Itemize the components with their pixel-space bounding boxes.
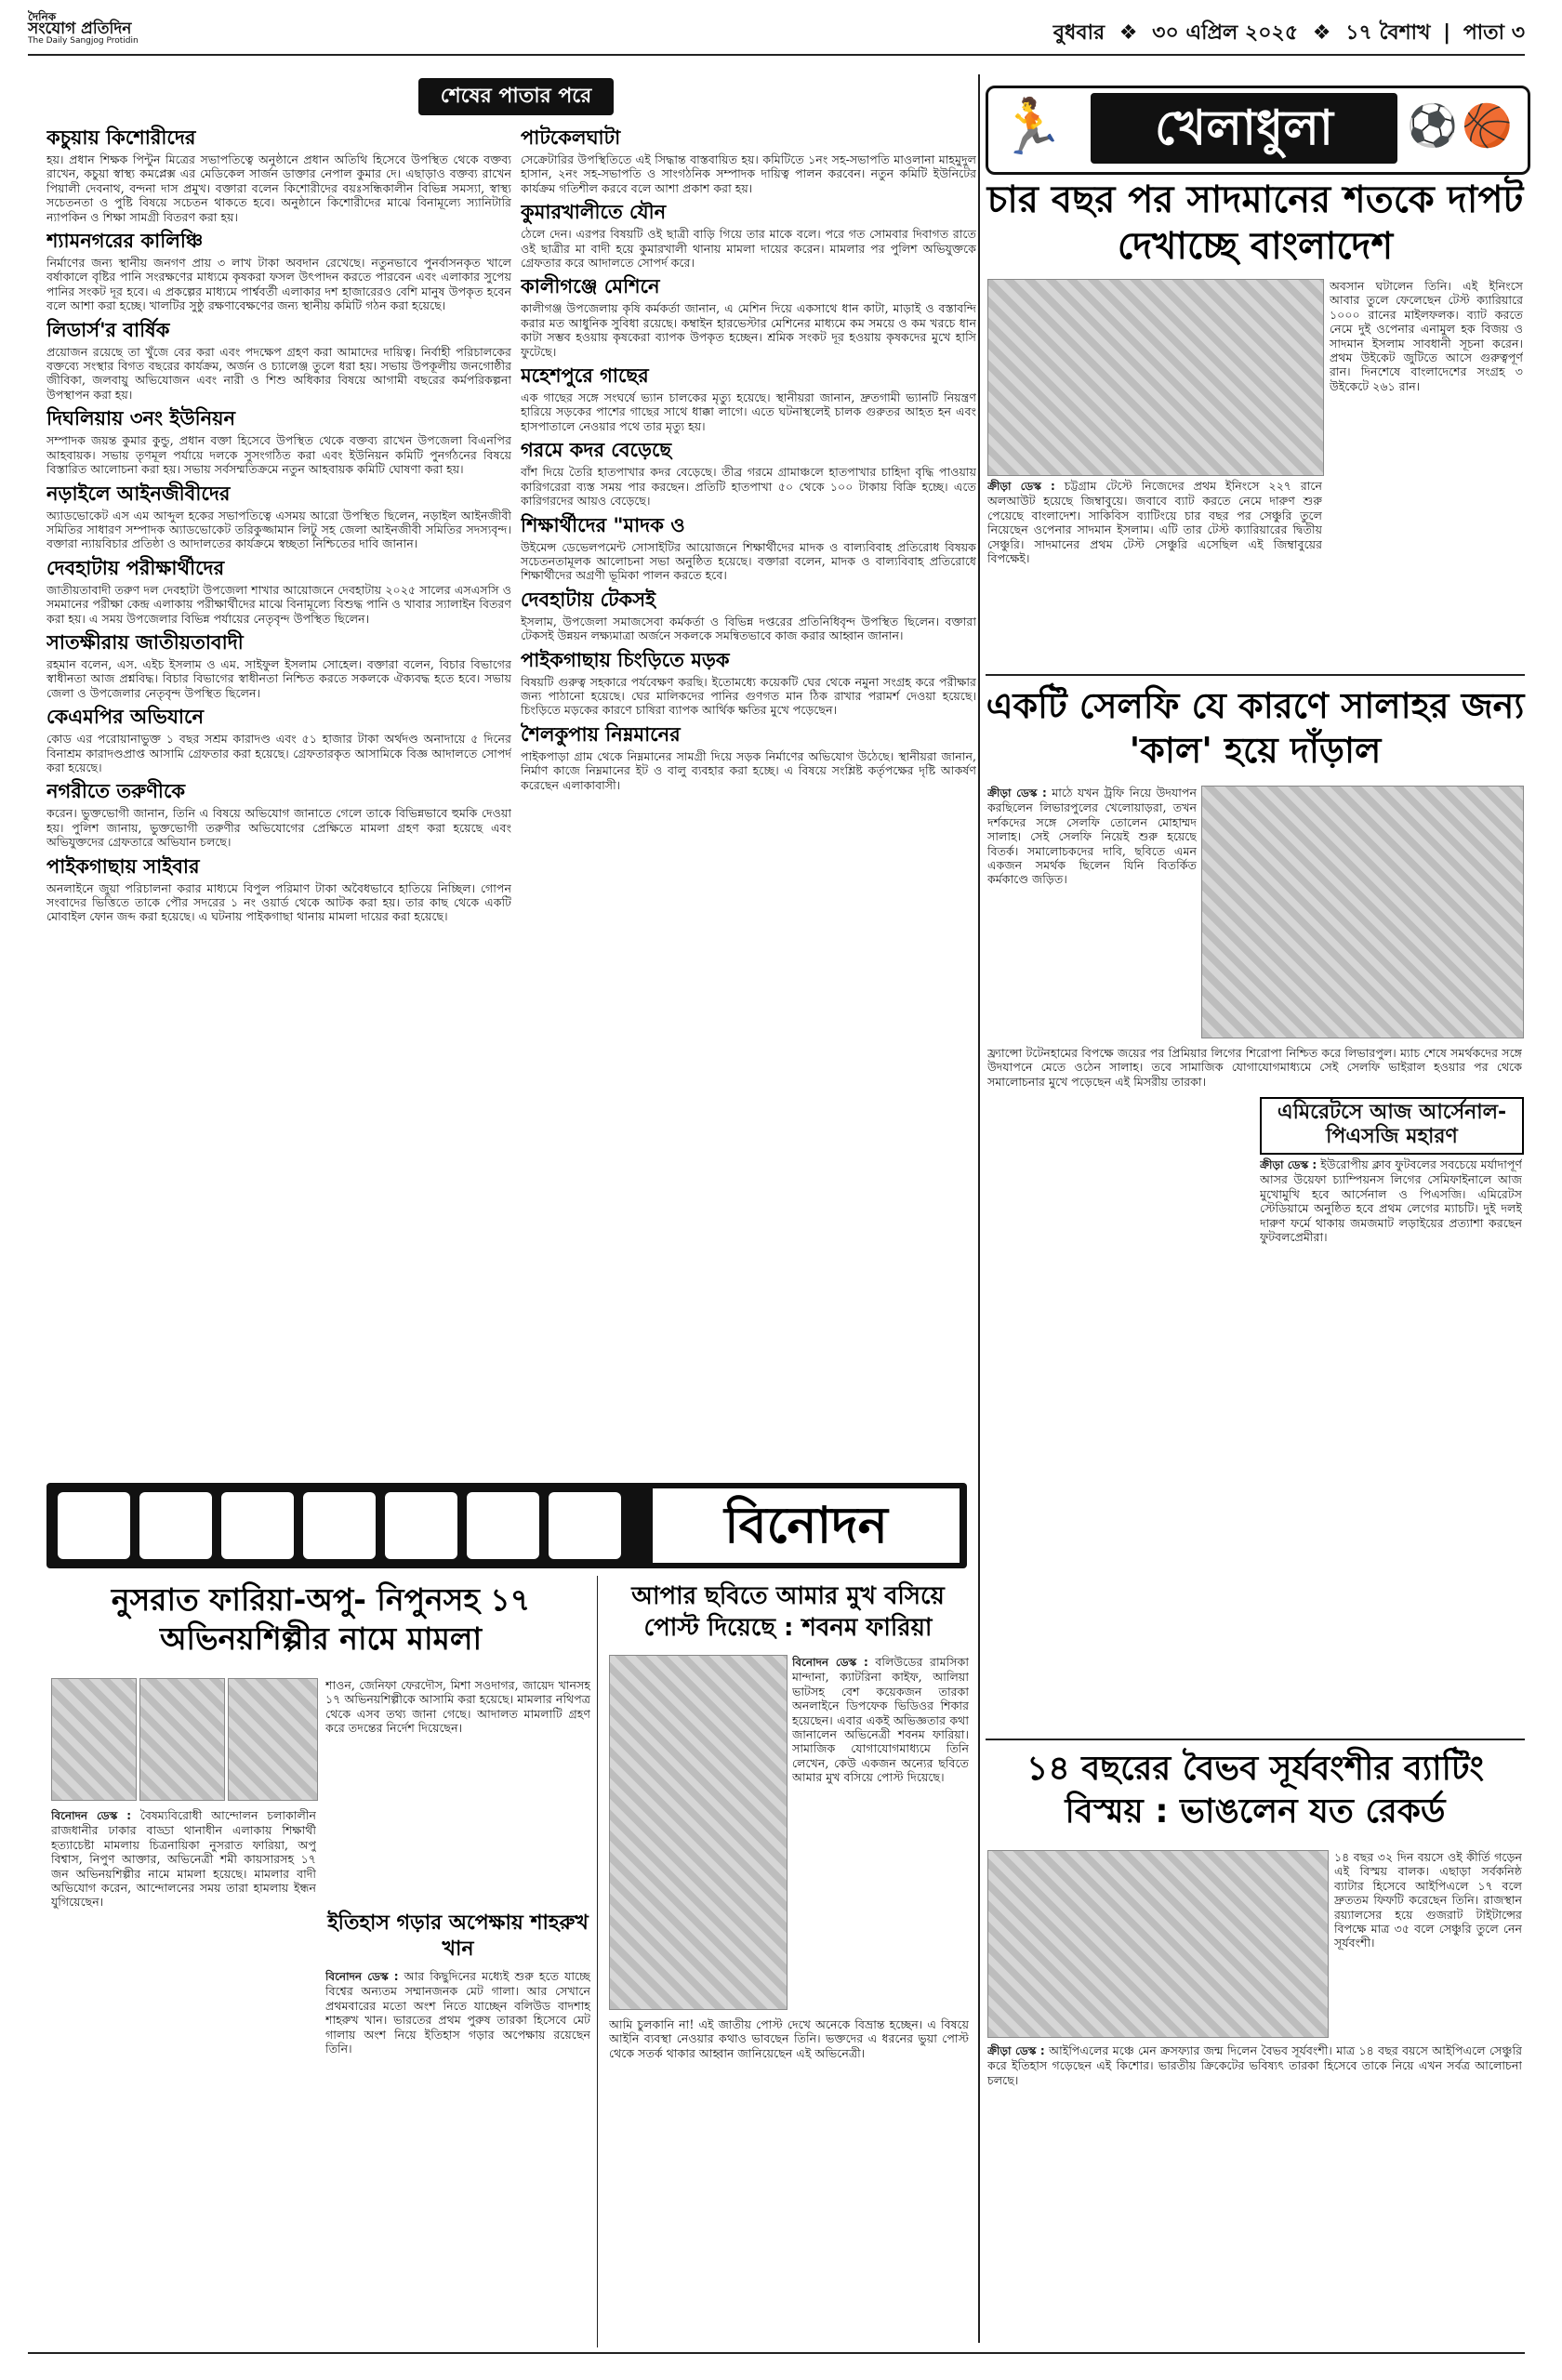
page-number: পাতা ৩ [1463,21,1525,45]
sports-story-2-left [987,786,1197,1041]
column-divider [597,1576,598,2347]
article-headline: দেবহাটায় পরীক্ষার্থীদের [46,556,225,579]
story-text: আইপিএলের মঞ্চে মেন ক্রসফ্যার জন্ম দিলেন বৈভব সূর্যবংশী। মাত্র ১৪ বছর বয়সে আইপিএলে সেঞ্চুরি করে ইতিহাস গড়েছেন এই কিশোর। ভারতীয় ক্রিকেটের ভবিষ্যৎ তারকা হিসেবে তাকে নিয়ে এখন সর্বত্র আলোচনা চলছে। [987,2043,1522,2087]
article-headline: নগরীতে তরুণীকে [46,780,186,803]
article-kumarkhali [521,201,976,270]
article-body: জাতীয়তাবাদী তরুণ দল দেবহাটা উপজেলা শাখার আয়োজনে দেবহাটায় ২০২৫ সালের এসএসসি ও সমমানের পরীক্ষা কেন্দ্র এলাকায় পরীক্ষার্থীদের মাঝে বিনামূল্যে বিশুদ্ধ পানি ও খাবার স্যালাইন বিতরণ করা হয়। এ সময় উপজেলার বিভিন্ন পর্যায়ের নেতৃবৃন্দ উপস্থিত ছিলেন। [46,582,511,626]
separator-2: ❖ [1312,21,1331,45]
ent-headline-2: আপার ছবিতে আমার মুখ বসিয়ে পোস্ট দিয়েছে : শবনম ফারিয়া [631,1582,945,1642]
article-headline: শ্যামনগরের কালিঞ্চি [46,230,204,253]
article-shrimp [521,649,976,718]
article-kochua [46,126,511,224]
sports-story-4-right [1334,1850,1522,2073]
story-caption: বিনোদন ডেস্ক : [325,1970,399,1983]
sports-story-1-left [987,479,1322,660]
actress-photo-1 [51,1678,137,1801]
sports-story-4-bottom [987,2043,1522,2211]
article-leaders [46,319,511,403]
sports-banner [986,86,1530,175]
article-fan-demand [521,439,976,508]
sports-subhead-arsenal [1260,1097,1524,1155]
suryavanshi-photo [987,1850,1329,2038]
story-text: শাওন, জেনিফা ফেরদৌস, মিশা সওদাগর, জায়েদ খানসহ ১৭ অভিনয়শিল্পীকে আসামি করা হয়েছে। মামলার নথিপত্র থেকে এসব তথ্য জানা গেছে। আদালত মামলাটি গ্রহণ করে তদন্তের নির্দেশ দিয়েছেন। [325,1678,590,1736]
story-caption: ক্রীড়া ডেস্ক : [1260,1158,1317,1171]
article-body: পাইকপাড়া গ্রাম থেকে নিম্নমানের সামগ্রী দিয়ে সড়ক নির্মাণের অভিযোগ উঠেছে। স্থানীয়রা জানান, নির্মাণ কাজে নিম্নমানের ইট ও বালু ব্যবহার করা হচ্ছে। এ বিষয়ে সংশ্লিষ্ট কর্তৃপক্ষের দৃষ্টি আকর্ষণ করেছেন এলাকাবাসী। [521,748,976,792]
story-text: মাঠে যখন ট্রফি নিয়ে উদযাপন করছিলেন লিভারপুলের খেলোয়াড়রা, তখন দর্শকদের সঙ্গে সেলফি তোলেন মোহাম্মদ সালাহ। সেই সেলফি নিয়েই শুরু হয়েছে বিতর্ক। সমালোচকদের দাবি, ছবিতে এমন একজন সমর্থক ছিলেন যিনি বিতর্কিত কর্মকাণ্ডে জড়িত। [987,786,1197,887]
ent-story-1 [51,1808,316,2347]
column-divider [978,74,980,2343]
article-shailkupa [521,723,976,792]
ent-story-2b [609,2017,969,2347]
film-hole [58,1492,130,1559]
article-headline: মহেশপুরে গাছের [521,364,649,388]
section-rule [986,674,1525,676]
article-body: ইসলাম, উপজেলা সমাজসেবা কর্মকর্তা ও বিভিন্ন দপ্তরের প্রতিনিধিবৃন্দ উপস্থিত ছিলেন। বক্তারা টেকসই উন্নয়ন লক্ষ্যমাত্রা অর্জনে সকলকে সমন্বিতভাবে কাজ করার আহ্বান জানান। [521,614,976,643]
story-caption: বিনোদন ডেস্ক : [51,1809,131,1822]
left-column [46,121,511,1469]
paper-logo [28,11,139,47]
article-body: কালীগঞ্জ উপজেলায় কৃষি কর্মকর্তা জানান, এ মেশিন দিয়ে একসাথে ধান কাটা, মাড়াই ও বস্তাবন্দি করার মত আধুনিক সুবিধা রয়েছে। কম্বাইন হারভেস্টার মেশিনের মাধ্যমে কম সময়ে ও কম খরচে ধান কাটা সম্ভব হওয়ায় কৃষকেরা ব্যাপক উপকৃত হচ্ছেন। শ্রমিক সংকট দূর হওয়ায় কৃষকদের মুখে হাসি ফুটেছে। [521,301,976,359]
sports-story-3 [1260,1157,1522,1622]
masthead [28,7,1525,56]
film-hole [221,1492,294,1559]
article-maheshpur [521,364,976,433]
article-satkhira [46,631,511,700]
article-headline: কচুয়ায় কিশোরীদের [46,126,196,149]
article-body: ঠেলে দেন। এরপর বিষয়টি ওই ছাত্রী বাড়ি গিয়ে তার মাকে বলে। পরে গত সোমবার দিবাগত রাতে ওই ছাত্রীর মা বাদী হয়ে কুমারখালী থানায় মামলা দায়ের করেন। মামলার পর পুলিশ অভিযুক্তকে গ্রেফতার করে আদালতে সোপর্দ করে। [521,227,976,271]
continued-banner: শেষের পাতার পরে [418,78,614,115]
entertainment-banner [46,1483,967,1568]
story-text: ১৪ বছর ৩২ দিন বয়সে ওই কীর্তি গড়েন এই বিস্ময় বালক। এছাড়া সর্বকনিষ্ঠ ব্যাটার হিসেবে আইপিএলে ১৭ বলে দ্রুততম ফিফটি করেছেন তিনি। রাজস্থান রয়্যালসের হয়ে গুজরাট টাইটান্সের বিপক্ষে মাত্র ৩৫ বলে সেঞ্চুরি তুলে নেন সূর্যবংশী। [1334,1850,1522,1950]
salah-selfie-photo [1201,786,1524,1038]
article-dighlia [46,407,511,476]
entertainment-title: বিনোদন [653,1488,960,1563]
story-text: আমি চুলকানি না! এই জাতীয় পোস্ট দেখে অনেকে বিভ্রান্ত হচ্ছেন। এ বিষয়ে আইনি ব্যবস্থা নেওয়ার কথাও ভাবছেন তিনি। ভক্তদের এ ধরনের ভুয়া পোস্ট থেকে সতর্ক থাকার আহ্বান জানিয়েছেন এই অভিনেত্রী। [609,2017,969,2060]
article-narail [46,483,511,551]
article-body: অ্যাডভোকেট এস এম আব্দুল হকের সভাপতিত্বে এসময় আরো উপস্থিত ছিলেন, নড়াইল আইনজীবী সমিতির সাধারণ সম্পাদক অ্যাডভোকেট তরিকুজ্জামান লিটু সহ জেলা আইনজীবী সমিতির সদস্যবৃন্দ। বক্তারা ন্যায়বিচার প্রতিষ্ঠা ও আদালতের কার্যক্রমে স্বচ্ছতা নিশ্চিতের দাবি জানান। [46,508,511,551]
date: ৩০ এপ্রিল ২০২৫ [1152,21,1299,45]
article-headline: পাইকগাছায় সাইবার [46,854,200,878]
article-body: উইমেন্স ডেভেলপমেন্ট সোসাইটির আয়োজনে শিক্ষার্থীদের মাদক ও বাল্যবিবাহ প্রতিরোধ বিষয়ক সচেতনতামূলক আলোচনা সভা অনুষ্ঠিত হয়েছে। বক্তারা বলেন, মাদক ও বাল্যবিবাহ প্রতিরোধে শিক্ষার্থীদের অগ্রণী ভূমিকা পালন করতে হবে। [521,539,976,583]
subhead-text: এমিরেটসে আজ আর্সেনাল- পিএসজি মহারণ [1277,1101,1507,1148]
ent-story-2 [792,1655,969,2013]
article-body: সম্পাদক জয়ন্ত কুমার কুন্ডু, প্রধান বক্তা হিসেবে উপস্থিত থেকে বক্তব্য রাখেন উপজেলা বিএনপির আহবায়ক। সভায় তৃণমূল পর্যায়ে দলকে সুসংগঠিত করা এবং ইউনিয়ন কমিটি পুনর্গঠনের বিষয়ে বিস্তারিত আলোচনা করা হয়। সভায় সর্বসম্মতিক্রমে নতুন আহবায়ক কমিটি ঘোষণা করা হয়। [46,433,511,477]
article-body: অনলাইনে জুয়া পরিচালনা করার মাধ্যমে বিপুল পরিমাণ টাকা অবৈধভাবে হাতিয়ে নিচ্ছিল। গোপন সংবাদের ভিত্তিতে তাকে পৌর সদরের ১ নং ওয়ার্ড থেকে আটক করা হয়। তার কাছ থেকে একটি মোবাইল ফোন জব্দ করা হয়েছে। এ ঘটনায় পাইকগাছা থানায় মামলা দায়ের করা হয়েছে। [46,880,511,924]
story-caption: বিনোদন ডেস্ক : [792,1656,868,1669]
article-body: প্রয়োজন রয়েছে তা খুঁজে বের করা এবং পদক্ষেপ গ্রহণ করা আমাদের দায়িত্ব। নির্বাহী পরিচালকের বক্তব্যে সংস্থার বিগত বছরের কার্যক্রম, অর্জন ও চ্যালেঞ্জ তুলে ধরা হয়। সভায় উপকূলীয় জনগোষ্ঠীর জীবিকা, জলবায়ু অভিযোজন এবং নারী ও শিশু অধিকার বিষয়ে আগামী বছরের কর্মপরিকল্পনা উপস্থাপন করা হয়। [46,344,511,402]
runner-icon: 🏃 [998,95,1066,158]
sports-headline-1: চার বছর পর সাদমানের শতকে দাপট দেখাচ্ছে বাংলাদেশ [986,178,1524,268]
divider-bar: | [1443,21,1451,45]
ent-story-1b [325,1678,590,1901]
dateline [1053,17,1525,51]
article-students-drugs [521,514,976,583]
film-hole [549,1492,621,1559]
article-headline: লিডার্স'র বার্ষিক [46,318,170,341]
separator-1: ❖ [1119,21,1138,45]
ent-headline-3: ইতিহাস গড়ার অপেক্ষায় শাহরুখ খান [327,1911,589,1961]
story-text: ইউরোপীয় ক্লাব ফুটবলের সবচেয়ে মর্যাদাপূর্ণ আসর উয়েফা চ্যাম্পিয়নস লিগের সেমিফাইনালে আজ মুখোমুখি হবে আর্সেনাল ও পিএসজি। এমিরেটস স্টেডিয়ামে অনুষ্ঠিত হবে প্রথম লেগের ম্যাচটি। দুই দলই দারুণ ফর্মে থাকায় জমজমাট লড়াইয়ের প্রত্যাশা করছেন ফুটবলপ্রেমীরা। [1260,1157,1522,1245]
article-headline: শৈলকুপায় নিম্নমানের [521,722,681,746]
story-caption: ক্রীড়া ডেস্ক : [987,2044,1045,2057]
article-kmp [46,706,511,774]
sports-story-2-bottom [987,1046,1522,1102]
film-hole [467,1492,539,1559]
article-debhata-sustainable [521,588,976,643]
sports-title: খেলাধুলা [1091,93,1397,164]
daily-label: দৈনিক [28,10,57,23]
article-nagari [46,780,511,849]
story-text: বৈষম্যবিরোধী আন্দোলন চলাকালীন রাজধানীর ঢাকার বাড্ডা থানাধীন এলাকায় শিক্ষার্থী হত্যাচেষ্টা মামলায় চিত্রনায়িকা নুসরাত ফারিয়া, অপু বিশ্বাস, নিপুণ আক্তার, অভিনেত্রী শমী কায়সারসহ ১৭ জন অভিনয়শিল্পীর নামে মামলা হয়েছে। মামলার বাদী অভিযোগ করেন, আন্দোলনের সময় তারা হামলায় ইন্ধন যুগিয়েছেন। [51,1808,316,1910]
article-body: হয়। প্রধান শিক্ষক পিন্টুন মিত্রের সভাপতিত্বে অনুষ্ঠানে প্রধান অতিথি হিসেবে উপস্থিত থেকে বক্তব্য রাখেন, কচুয়া স্বাস্থ্য কমপ্লেক্স এর মেডিকেল সার্জন ডাক্তার নেপাল কুমার দে। এছাড়াও বক্তব্য রাখেন পিয়ালী দেবনাথ, বন্দনা দাস প্রমুখ। বক্তারা বলেন কিশোরীদের বয়ঃসন্ধিকালীন বিভিন্ন সমস্যা, স্বাস্থ্য সচেতনতা ও পুষ্টি বিষয়ে সচেতন থাকতে হবে। অনুষ্ঠানে কিশোরীদের মাঝে বিনামূল্যে স্যানিটারি ন্যাপকিন ও শিক্ষা সামগ্রী বিতরণ করা হয়। [46,152,511,224]
article-shyamnagar [46,230,511,313]
weekday: বুধবার [1052,21,1105,45]
sports-story-1-right [1330,279,1523,614]
article-headline: নড়াইলে আইনজীবীদের [46,482,231,505]
article-kaliganj [521,275,976,359]
article-debhata-exam [46,557,511,626]
ent-headline-1: নুসরাত ফারিয়া-অপু- নিপুনসহ ১৭ অভিনয়শিল্পীর নামে মামলা [111,1581,531,1657]
article-paikgachha-cyber [46,855,511,924]
middle-column [521,121,976,1469]
article-headline: গরমে কদর বেড়েছে [521,439,672,462]
actress-photo-2 [139,1678,225,1801]
story-text: অবসান ঘটালেন তিনি। এই ইনিংসে আবার তুলে ফেলেছেন টেস্ট ক্যারিয়ারে ১০০০ রানের মাইলফলক। ব্যাট করতে নেমে দুই ওপেনার এনামুল হক বিজয় ও সাদমান ইসলাম সাবধানী সূচনা করেন। প্রথম উইকেট জুটিতে আসে গুরুত্বপূর্ণ রান। দিনশেষে বাংলাদেশের সংগ্রহ ৩ উইকেটে ২৬১ রান। [1330,279,1523,393]
story-text: ফ্র্যান্সো টটেনহামের বিপক্ষে জয়ের পর প্রিমিয়ার লিগের শিরোপা নিশ্চিত করে লিভারপুল। ম্যাচ শেষে সমর্থকদের সঙ্গে উদযাপনে মেতে ওঠেন সালাহ। তবে সামাজিক যোগাযোগমাধ্যমে সেই সেলফি ভাইরাল হওয়ার পর থেকে সমালোচনার মুখে পড়েছেন এই মিসরীয় তারকা। [987,1046,1522,1089]
article-body: নির্মাণের জন্য স্থানীয় জনগণ প্রায় ৩ লাখ টাকা অবদান রেখেছে। নতুনভাবে পুনর্বাসনকৃত খালে বর্ষাকালে বৃষ্টির পানি সংরক্ষণের মাধ্যমে কৃষকরা ফসল উৎপাদন করতে পারবেন এবং এলাকার সুপেয় পানির সংকট দূর হবে। এ প্রকল্পের মাধ্যমে পার্শ্ববর্তী এলাকার দশ হাজারেরও বেশি মানুষ উপকৃত হবেন বলে আশা করা হচ্ছে। খালটির সুষ্ঠু রক্ষণাবেক্ষণের জন্য স্থানীয় কমিটি গঠন করা হয়েছে। [46,256,511,313]
film-hole [385,1492,457,1559]
story-caption: ক্রীড়া ডেস্ক : [987,787,1047,800]
film-hole [303,1492,376,1559]
film-hole [139,1492,212,1559]
article-headline: সাতক্ষীরায় জাতীয়তাবাদী [46,630,244,654]
cricket-photo [987,279,1324,476]
article-body: করেন। ভুক্তভোগী জানান, তিনি এ বিষয়ে অভিযোগ জানাতে গেলে তাকে বিভিন্নভাবে হুমকি দেওয়া হয়। পুলিশ জানায়, ভুক্তভোগী তরুণীর অভিযোগের প্রেক্ষিতে মামলা গ্রহণ করা হয়েছে এবং অভিযুক্তদের গ্রেফতারে অভিযান চলছে। [46,806,511,850]
paper-name-en: The Daily Sangjog Protidin [28,36,139,46]
page-bottom-rule [28,2352,1525,2354]
article-headline: পাটকেলঘাটা [521,126,621,149]
sports-headline-2: একটি সেলফি যে কারণে সালাহর জন্য 'কাল' হয়ে দাঁড়াল [986,685,1525,771]
paper-name: সংযোগ প্রতিদিন [28,20,132,38]
story-text: চট্টগ্রাম টেস্টে নিজেদের প্রথম ইনিংসে ২২৭ রানে অলআউট হয়েছে জিম্বাবুয়ে। জবাবে ব্যাট করতে নেমে দারুণ শুরু পেয়েছে বাংলাদেশ। সাকিবিস ব্যাটিংয়ে চার বছর পর সেঞ্চুরি তুলে নিয়েছেন ওপেনার সাদমান ইসলাম। এটি তার টেস্ট ক্যারিয়ারের দ্বিতীয় সেঞ্চুরি। সাদমানের প্রথম টেস্ট সেঞ্চুরি এসেছিল এই জিম্বাবুয়ের বিপক্ষেই। [987,479,1322,566]
story-text: বলিউডের রামসিকা মান্দানা, ক্যাটরিনা কাইফ, আলিয়া ভাটসহ বেশ কয়েকজন তারকা অনলাইনে ডিপফেক ভিডিওর শিকার হয়েছেন। এবার একই অভিজ্ঞতার কথা জানালেন অভিনেত্রী শবনম ফারিয়া। সামাজিক যোগাযোগমাধ্যমে তিনি লেখেন, কেউ একজন অন্যের ছবিতে আমার মুখ বসিয়ে পোস্ট দিয়েছে। [792,1655,969,1785]
article-headline: কেএমপির অভিযানে [46,706,204,729]
article-headline: দিঘলিয়ায় ৩নং ইউনিয়ন [46,407,236,430]
article-body: কোড এর পরোয়ানাভুক্ত ১ বছর সশ্রম কারাদণ্ড এবং ৫১ হাজার টাকা অর্থদণ্ড অনাদায়ে ৫ দিনের বিনাশ্রম কারাদণ্ডপ্রাপ্ত আসামি গ্রেফতার করা হয়েছে। গ্রেফতারকৃত আসামিকে বিজ্ঞ আদালতে সোপর্দ করা হয়েছে। [46,732,511,774]
article-headline: কুমারখালীতে যৌন [521,201,667,224]
bangla-date: ১৭ বৈশাখ [1345,21,1431,45]
story-caption: ক্রীড়া ডেস্ক : [987,480,1055,493]
shabnam-faria-photo [609,1655,788,2010]
article-body: এক গাছের সঙ্গে সংঘর্ষে ভ্যান চালকের মৃত্যু হয়েছে। স্থানীয়রা জানান, দ্রুতগামী ভ্যানটি নিয়ন্ত্রণ হারিয়ে সড়কের পাশের গাছের সাথে ধাক্কা লাগে। এতে ঘটনাস্থলেই চালক গুরুতর আহত হন এবং হাসপাতালে নেওয়ার পথে তার মৃত্যু হয়। [521,390,976,433]
sports-headline-3: ১৪ বছরের বৈভব সূর্যবংশীর ব্যাটিং বিস্ময় : ভাঙলেন যত রেকর্ড [1026,1750,1484,1831]
article-patkelghata [521,126,976,195]
article-headline: দেবহাটায় টেকসই [521,588,656,611]
section-rule [986,1739,1525,1740]
story-text: আর কিছুদিনের মধ্যেই শুরু হতে যাচ্ছে বিশ্বের অন্যতম সম্মানজনক মেট গালা। আর সেখানে প্রথমবারের মতো অংশ নিতে যাচ্ছেন বলিউড বাদশাহ শাহরুখ খান। ভারতের প্রথম পুরুষ তারকা হিসেবে মেট গালায় অংশ নিয়ে ইতিহাস গড়ার অপেক্ষায় রয়েছেন তিনি। [325,1969,590,2056]
article-headline: পাইকগাছায় চিংড়িতে মড়ক [521,648,730,671]
ent-story-3 [325,1969,590,2346]
article-headline: কালীগঞ্জে মেশিনে [521,275,660,298]
article-body: বিষয়টি গুরুত্ব সহকারে পর্যবেক্ষণ করছি। ইতোমধ্যে কয়েকটি ঘের থেকে নমুনা সংগ্রহ করে পরীক্ষার জন্য পাঠানো হয়েছে। ঘের মালিকদের পানির গুণগত মান ঠিক রাখার পরামর্শ দেওয়া হয়েছে। চিংড়িতে মড়কের কারণে চাষিরা ব্যাপক আর্থিক ক্ষতির মুখে পড়েছেন। [521,674,976,718]
article-body: রহমান বলেন, এস. এইচ ইসলাম ও এম. সাইফুল ইসলাম সোহেল। বক্তারা বলেন, বিচার বিভাগের স্বাধীনতা আজ প্রশ্নবিদ্ধ। বিচার বিভাগের স্বাধীনতা নিশ্চিত করতে সকলকে ঐক্যবদ্ধ হতে হবে। সভায় জেলা ও উপজেলার নেতৃবৃন্দ উপস্থিত ছিলেন। [46,656,511,700]
article-body: বাঁশ দিয়ে তৈরি হাতপাখার কদর বেড়েছে। তীব্র গরমে গ্রামাঞ্চলে হাতপাখার চাহিদা বৃদ্ধি পাওয়ায় কারিগরেরা ব্যস্ত সময় পার করছেন। প্রতিটি হাতপাখা ৫০ থেকে ১০০ টাকায় বিক্রি হচ্ছে। এতে কারিগরদের আয়ও বেড়েছে। [521,465,976,509]
article-body: সেক্রেটারির উপস্থিতিতে এই সিদ্ধান্ত বাস্তবায়িত হয়। কমিটিতে ১নং সহ-সভাপতি মাওলানা মাহমুদুল হাসান, ২নং সহ-সভাপতি ও সাংগঠনিক সম্পাদক দায়িত্ব পালন করবেন। নতুন কমিটি ইউনিটের কার্যক্রম গতিশীল করবে বলে আশা প্রকাশ করা হয়। [521,152,976,195]
sports-balls-icon: ⚽🏀 [1407,102,1516,150]
article-headline: শিক্ষার্থীদের "মাদক ও [521,513,685,536]
actress-photo-3 [228,1678,318,1801]
